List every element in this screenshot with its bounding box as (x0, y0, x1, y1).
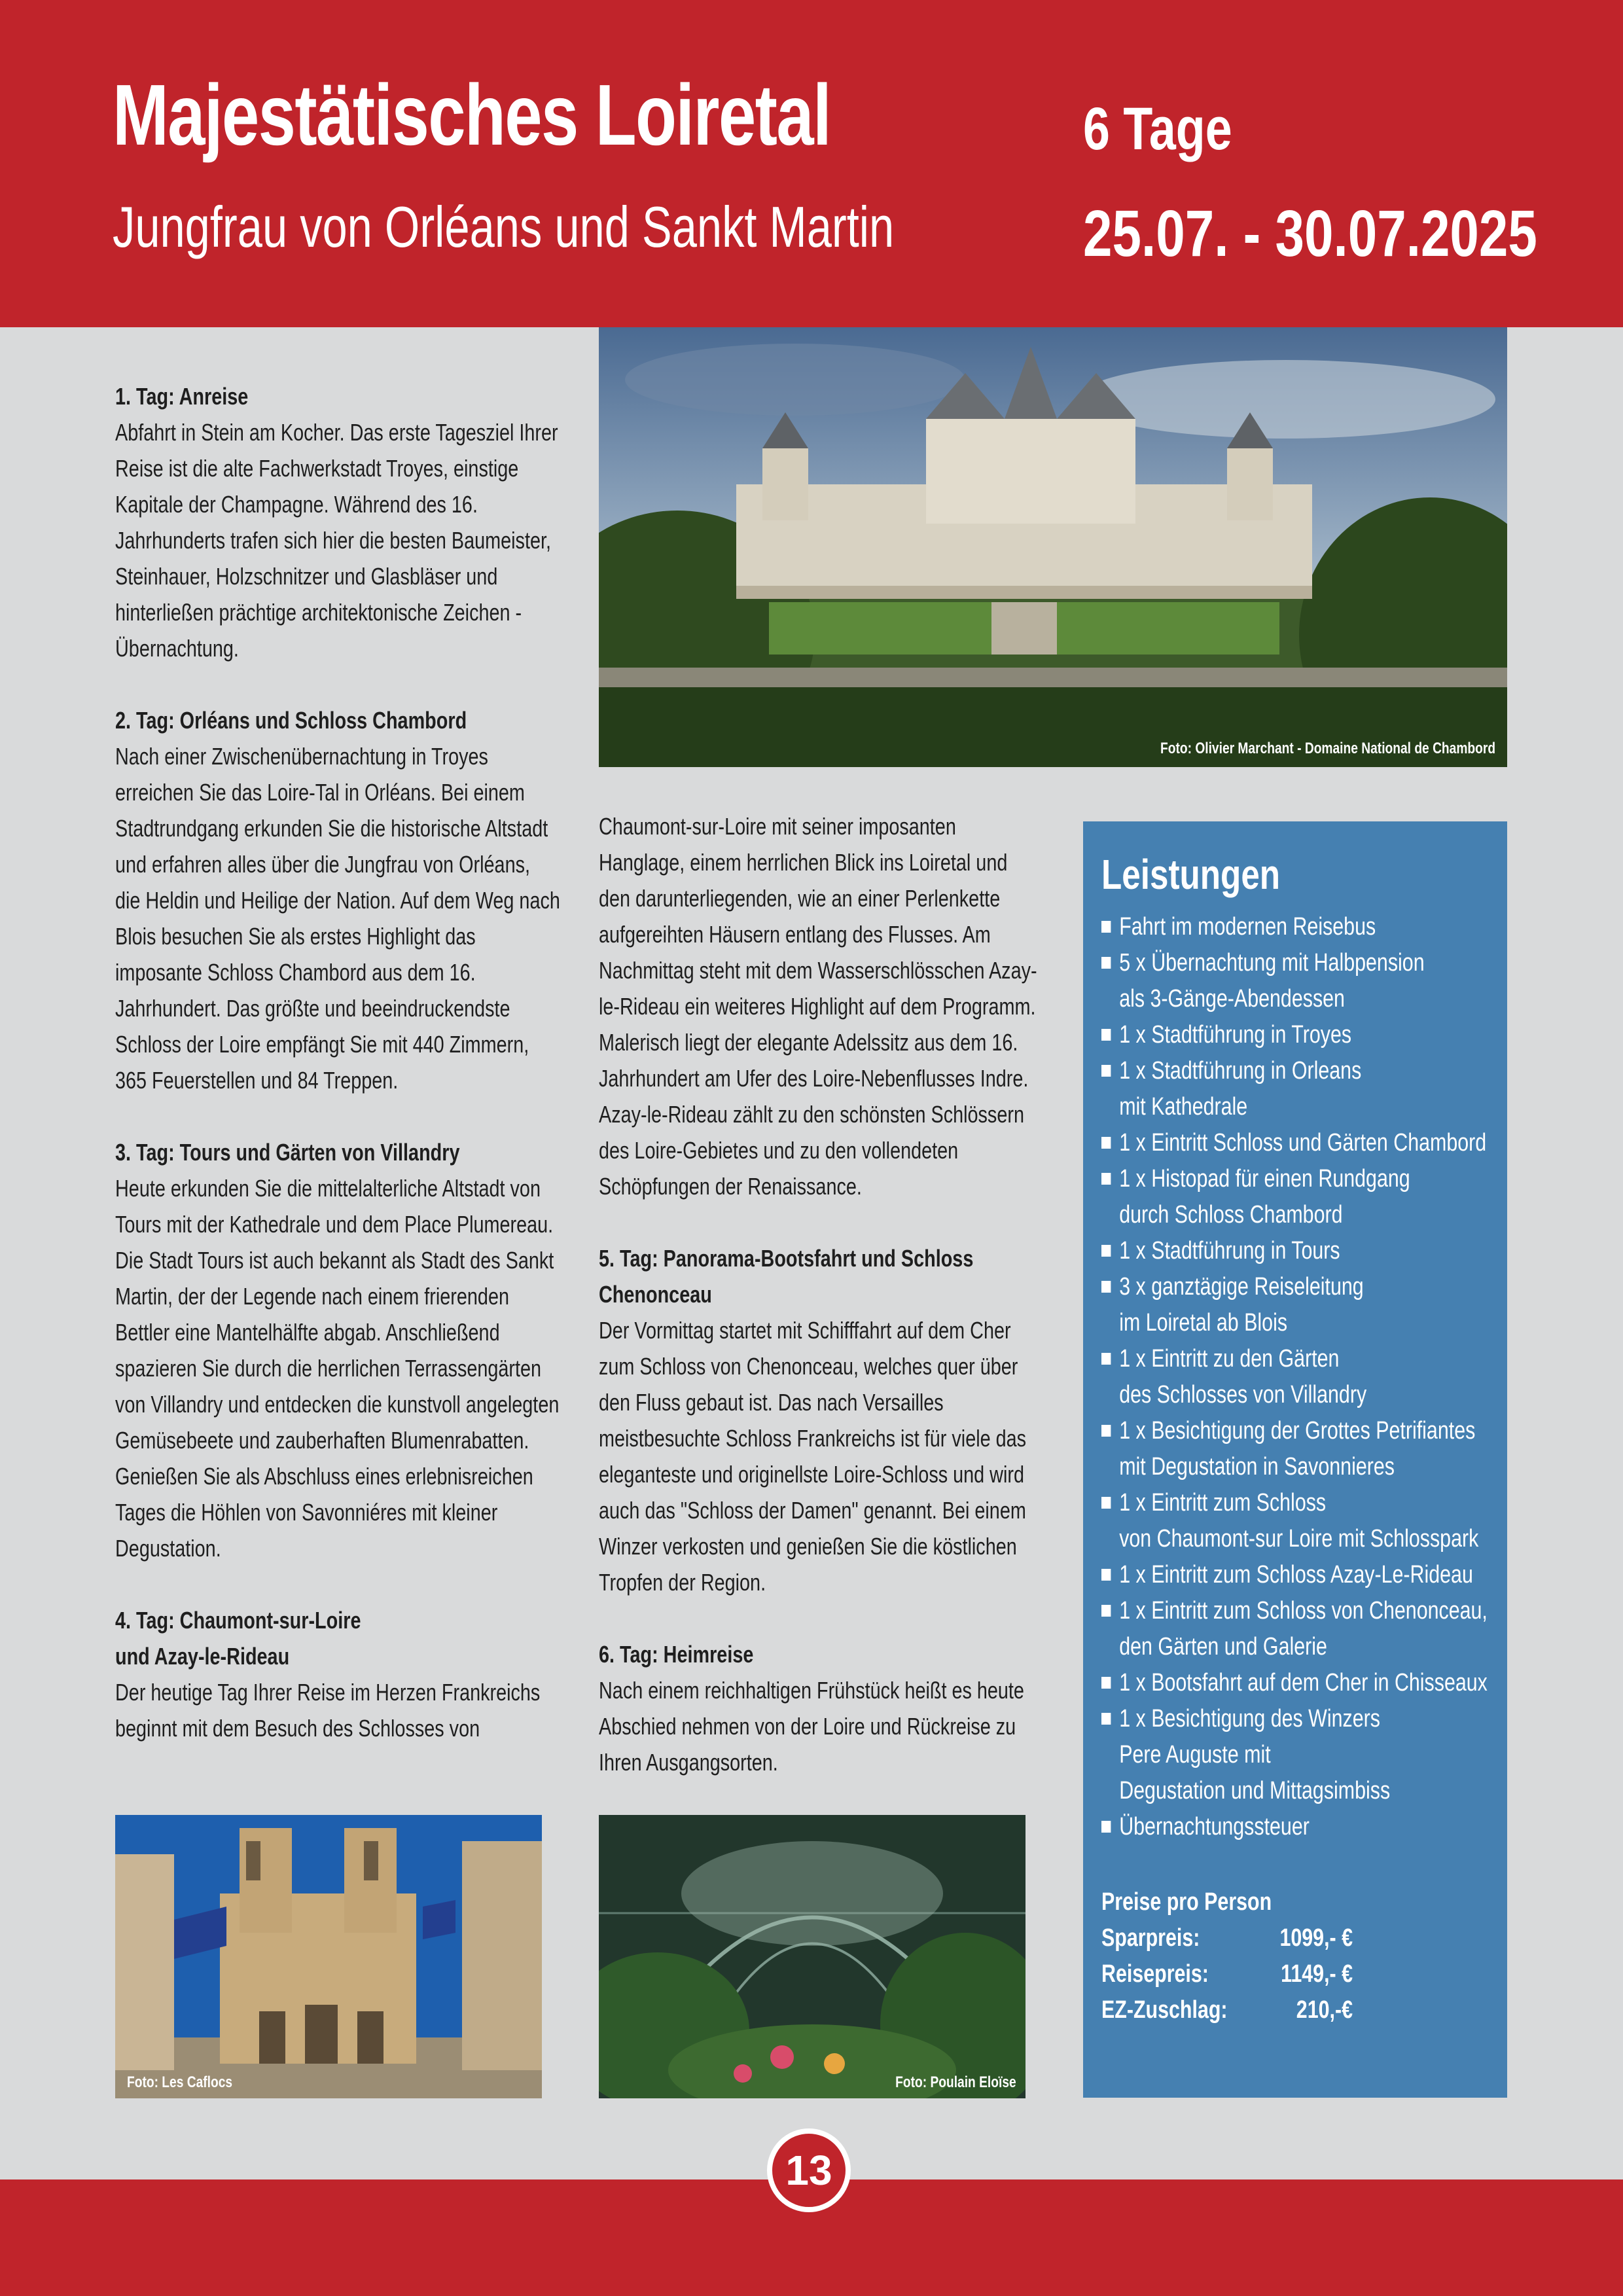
service-item-line: von Chaumont-sur Loire mit Schlosspark (1119, 1525, 1479, 1552)
day-4-heading-line1: 4. Tag: Chaumont-sur-Loire (115, 1607, 361, 1634)
day-3-heading: 3. Tag: Tours und Gärten von Villandry (115, 1139, 460, 1166)
day-1-heading: 1. Tag: Anreise (115, 383, 249, 410)
service-item-line: Degustation und Mittagsimbiss (1119, 1777, 1391, 1804)
service-item (1101, 1701, 1520, 1809)
price-value: 210,-€ (1296, 1996, 1353, 2024)
day-4 (115, 1602, 560, 1746)
greenhouse-photo (599, 1815, 1026, 2098)
price-row (1101, 1920, 1520, 1956)
services-box (1083, 821, 1507, 2098)
service-item (1101, 1413, 1520, 1485)
service-item: 1 x Eintritt Schloss und Gärten Chambord (1101, 1125, 1520, 1161)
price-label: Reisepreis: (1101, 1960, 1209, 1988)
service-item-line: 1 x Stadtführung in Orleans (1119, 1057, 1362, 1085)
service-item-line: 1 x Besichtigung der Grottes Petrifiantes (1119, 1417, 1476, 1444)
page-title: Majestätisches Loiretal (113, 67, 831, 163)
service-item (1101, 1485, 1520, 1557)
day-6 (599, 1636, 1044, 1780)
day-3-text: Heute erkunden Sie die mittelalterliche Altstadt von Tours mit der Kathedrale und dem Place Plumereau. Die Stadt Tours ist auch bekannt als Stadt des Sankt Martin, der der Legende nach einem frierenden Bettler eine Mantelhälfte abgab. Anschließend spazieren Sie durch die herrlichen Terrassengärten von Villandry und entdecken die kunstvoll angelegten Gemüsebeete und zauberhaften Blumenrabatten. Genießen Sie als Abschluss eines erlebnisreichen Tages die Höhlen von Savonniéres mit kleiner Degustation. (115, 1175, 560, 1562)
trip-duration: 6 Tage (1083, 96, 1232, 162)
photo-credit: Foto: Poulain Eloïse (895, 2073, 1016, 2091)
service-item-line: 1 x Eintritt zu den Gärten (1119, 1345, 1340, 1372)
service-item-line: Pere Auguste mit (1119, 1741, 1271, 1768)
service-item-line: als 3-Gänge-Abendessen (1119, 985, 1345, 1013)
service-item (1101, 1161, 1520, 1233)
day-2 (115, 702, 560, 1098)
day-5-text: Der Vormittag startet mit Schifffahrt auf dem Cher zum Schloss von Chenonceau, welches quer über den Fluss gebaut ist. Das nach Versailles meistbesuchte Schloss Frankreichs ist für viele das eleganteste und originellste Loire-Schloss und wird auch das "Schloss der Damen" genannt. Bei einem Winzer verkosten und genießen Sie die köstlichen Tropfen der Region. (599, 1317, 1027, 1596)
service-item-line: mit Kathedrale (1119, 1093, 1248, 1121)
day-1 (115, 378, 560, 666)
page-number: 13 (767, 2128, 851, 2212)
orleans-cathedral-image (115, 1815, 542, 2098)
page-subtitle: Jungfrau von Orléans und Sankt Martin (113, 194, 895, 259)
chambord-castle-image (599, 327, 1507, 767)
service-item-line: im Loiretal ab Blois (1119, 1309, 1288, 1336)
service-item: 1 x Eintritt zum Schloss Azay-Le-Rideau (1101, 1557, 1520, 1593)
day-4-text: Der heutige Tag Ihrer Reise im Herzen Frankreichs beginnt mit dem Besuch des Schlosses von (115, 1679, 541, 1742)
services-title: Leistungen (1101, 851, 1281, 898)
cathedral-photo (115, 1815, 542, 2098)
greenhouse-garden-image (599, 1815, 1026, 2098)
price-value: 1099,- € (1279, 1924, 1353, 1952)
service-item-line: 1 x Histopad für einen Rundgang (1119, 1165, 1410, 1193)
service-item-line: 1 x Besichtigung des Winzers (1119, 1705, 1380, 1732)
day-3 (115, 1134, 560, 1566)
service-item-line: 3 x ganztägige Reiseleitung (1119, 1273, 1364, 1300)
day-1-text: Abfahrt in Stein am Kocher. Das erste Tagesziel Ihrer Reise ist die alte Fachwerkstadt Troyes, einstige Kapitale der Champagne. Während des 16. Jahrhunderts trafen sich hier die besten Baumeister, Steinhauer, Holzschnitzer und Glasbläser und hinterließen prächtige architektonische Zeichen - Übernachtung. (115, 419, 558, 662)
service-item-line: 5 x Übernachtung mit Halbpension (1119, 949, 1425, 977)
service-item (1101, 1593, 1520, 1665)
service-item (1101, 1053, 1520, 1125)
services-list (1101, 909, 1520, 1845)
service-item: 1 x Bootsfahrt auf dem Cher in Chisseaux (1101, 1665, 1520, 1701)
price-row (1101, 1956, 1520, 1992)
day-2-heading: 2. Tag: Orléans und Schloss Chambord (115, 707, 467, 734)
price-row (1101, 1992, 1520, 2028)
price-label: EZ-Zuschlag: (1101, 1996, 1228, 2024)
service-item (1101, 1341, 1520, 1413)
itinerary-column-middle (599, 808, 1044, 1816)
photo-credit: Foto: Les Caflocs (127, 2073, 233, 2091)
prices-title: Preise pro Person (1101, 1888, 1272, 1916)
day-6-heading: 6. Tag: Heimreise (599, 1641, 754, 1668)
day-4-heading-line2: und Azay-le-Rideau (115, 1643, 290, 1670)
trip-dates: 25.07. - 30.07.2025 (1083, 197, 1537, 270)
price-value: 1149,- € (1281, 1960, 1353, 1988)
service-item-line: des Schlosses von Villandry (1119, 1381, 1367, 1408)
itinerary-column-left (115, 378, 560, 1782)
day-5-heading: 5. Tag: Panorama-Bootsfahrt und Schloss Chenonceau (599, 1245, 974, 1308)
day-6-text: Nach einem reichhaltigen Frühstück heißt es heute Abschied nehmen von der Loire und Rückreise zu Ihren Ausgangsorten. (599, 1677, 1024, 1776)
service-item: 1 x Stadtführung in Tours (1101, 1233, 1520, 1269)
day-4-continued: Chaumont-sur-Loire mit seiner imposanten Hanglage, einem herrlichen Blick ins Loiretal und den darunterliegenden, wie an einer Perlenkette aufgereihten Häusern entlang des Flusses. Am Nachmittag steht mit dem Wasserschlösschen Azay-le-Rideau ein weiteres Highlight auf dem Programm. Malerisch liegt der elegante Adelssitz aus dem 16. Jahrhundert am Ufer des Loire-Nebenflusses Indre. Azay-le-Rideau zählt zu den schönsten Schlössern des Loire-Gebietes und zu den vollendeten Schöpfungen der Renaissance. (599, 813, 1037, 1200)
service-item: Übernachtungssteuer (1101, 1809, 1520, 1845)
price-label: Sparpreis: (1101, 1924, 1200, 1952)
service-item-line: 1 x Eintritt zum Schloss von Chenonceau, (1119, 1597, 1488, 1624)
day-5 (599, 1240, 1044, 1600)
service-item: Fahrt im modernen Reisebus (1101, 909, 1520, 945)
service-item: 1 x Stadtführung in Troyes (1101, 1017, 1520, 1053)
photo-credit: Foto: Olivier Marchant - Domaine National de Chambord (1160, 740, 1495, 757)
header-banner (0, 0, 1623, 327)
day-2-text: Nach einer Zwischenübernachtung in Troyes erreichen Sie das Loire-Tal in Orléans. Bei einem Stadtrundgang erkunden Sie die historische Altstadt und erfahren alles über die Jungfrau von Orléans, die Heldin und Heilige der Nation. Auf dem Weg nach Blois besuchen Sie als erstes Highlight das imposante Schloss Chambord aus dem 16. Jahrhundert. Das größte und beeindruckendste Schloss der Loire empfängt Sie mit 440 Zimmern, 365 Feuerstellen und 84 Treppen. (115, 743, 560, 1094)
service-item (1101, 1269, 1520, 1341)
prices-section (1101, 1884, 1520, 2028)
chambord-photo (599, 327, 1507, 767)
service-item-line: durch Schloss Chambord (1119, 1201, 1343, 1229)
service-item-line: mit Degustation in Savonnieres (1119, 1453, 1395, 1480)
service-item-line: den Gärten und Galerie (1119, 1633, 1327, 1660)
service-item-line: 1 x Eintritt zum Schloss (1119, 1489, 1327, 1516)
service-item (1101, 945, 1520, 1017)
